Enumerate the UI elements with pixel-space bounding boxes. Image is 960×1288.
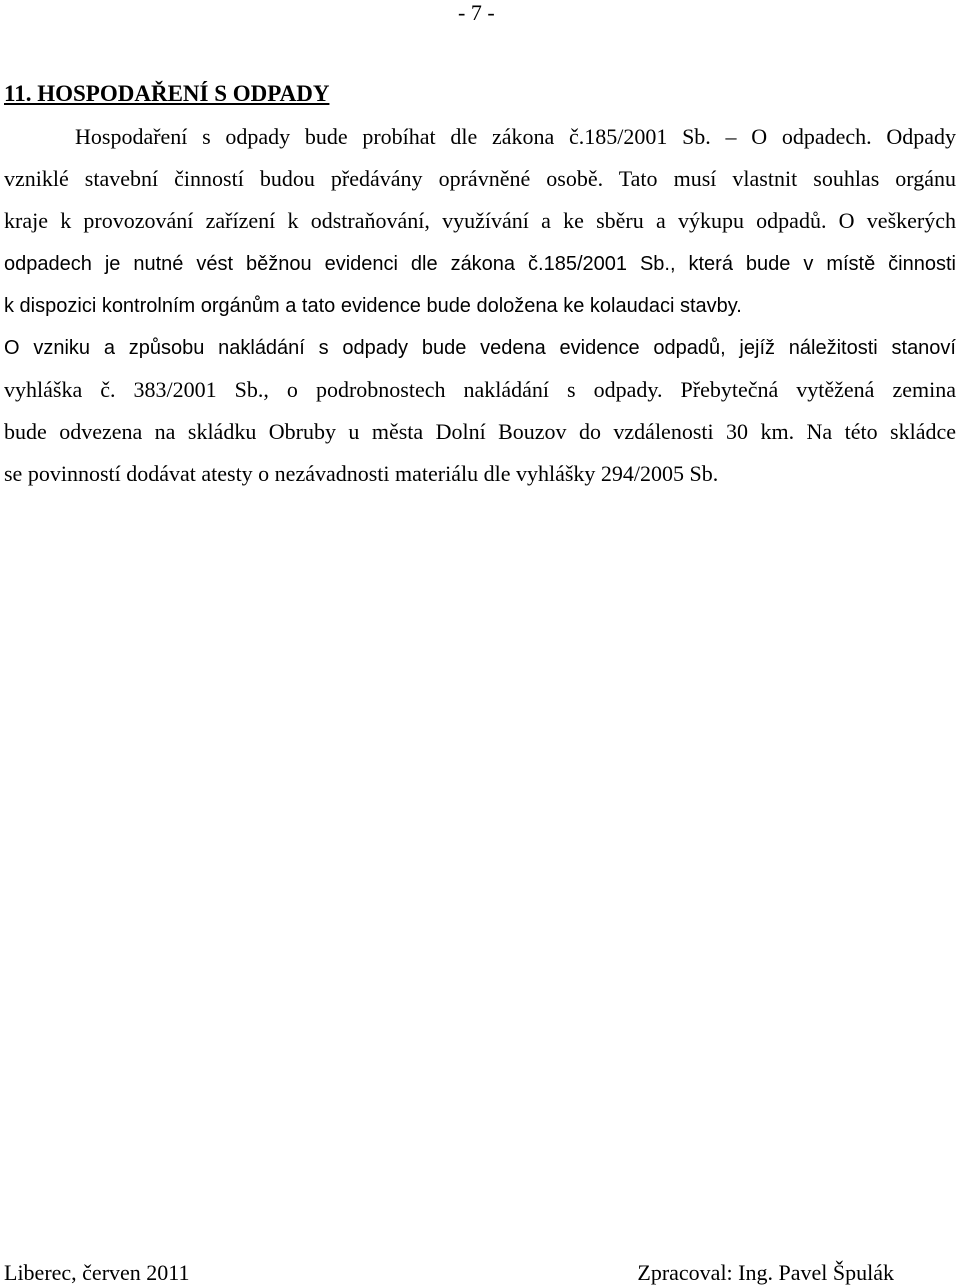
footer-place-date: Liberec, červen 2011 [4,1260,190,1285]
paragraph-line: se povinností dodávat atesty o nezávadnosti materiálu dle vyhlášky 294/2005 Sb. [4,461,719,486]
paragraph-line: vzniklé stavební činností budou předávány oprávněné osobě. Tato musí vlastnit souhlas orgánu [4,166,956,191]
paragraph-line: bude odvezena na skládku Obruby u města Dolní Bouzov do vzdálenosti 30 km. Na této skládce [4,419,956,444]
paragraph-line: k dispozici kontrolním orgánům a tato evidence bude doložena ke kolaudaci stavby. [4,295,742,317]
paragraph-line: O vzniku a způsobu nakládání s odpady bude vedena evidence odpadů, jejíž náležitosti stanoví [4,337,956,359]
footer-author: Zpracoval: Ing. Pavel Špulák [637,1260,894,1285]
page-number: - 7 - [458,0,495,25]
paragraph-line: odpadech je nutné vést běžnou evidenci dle zákona č.185/2001 Sb., která bude v místě činnosti [4,253,956,275]
paragraph-line: kraje k provozování zařízení k odstraňování, využívání a ke sběru a výkupu odpadů. O veškerých [4,208,956,233]
paragraph-line: vyhláška č. 383/2001 Sb., o podrobnostech nakládání s odpady. Přebytečná vytěžená zemina [4,377,956,402]
paragraph-line: Hospodaření s odpady bude probíhat dle zákona č.185/2001 Sb. – O odpadech. Odpady [75,124,956,149]
section-heading: 11. HOSPODAŘENÍ S ODPADY [4,81,330,106]
